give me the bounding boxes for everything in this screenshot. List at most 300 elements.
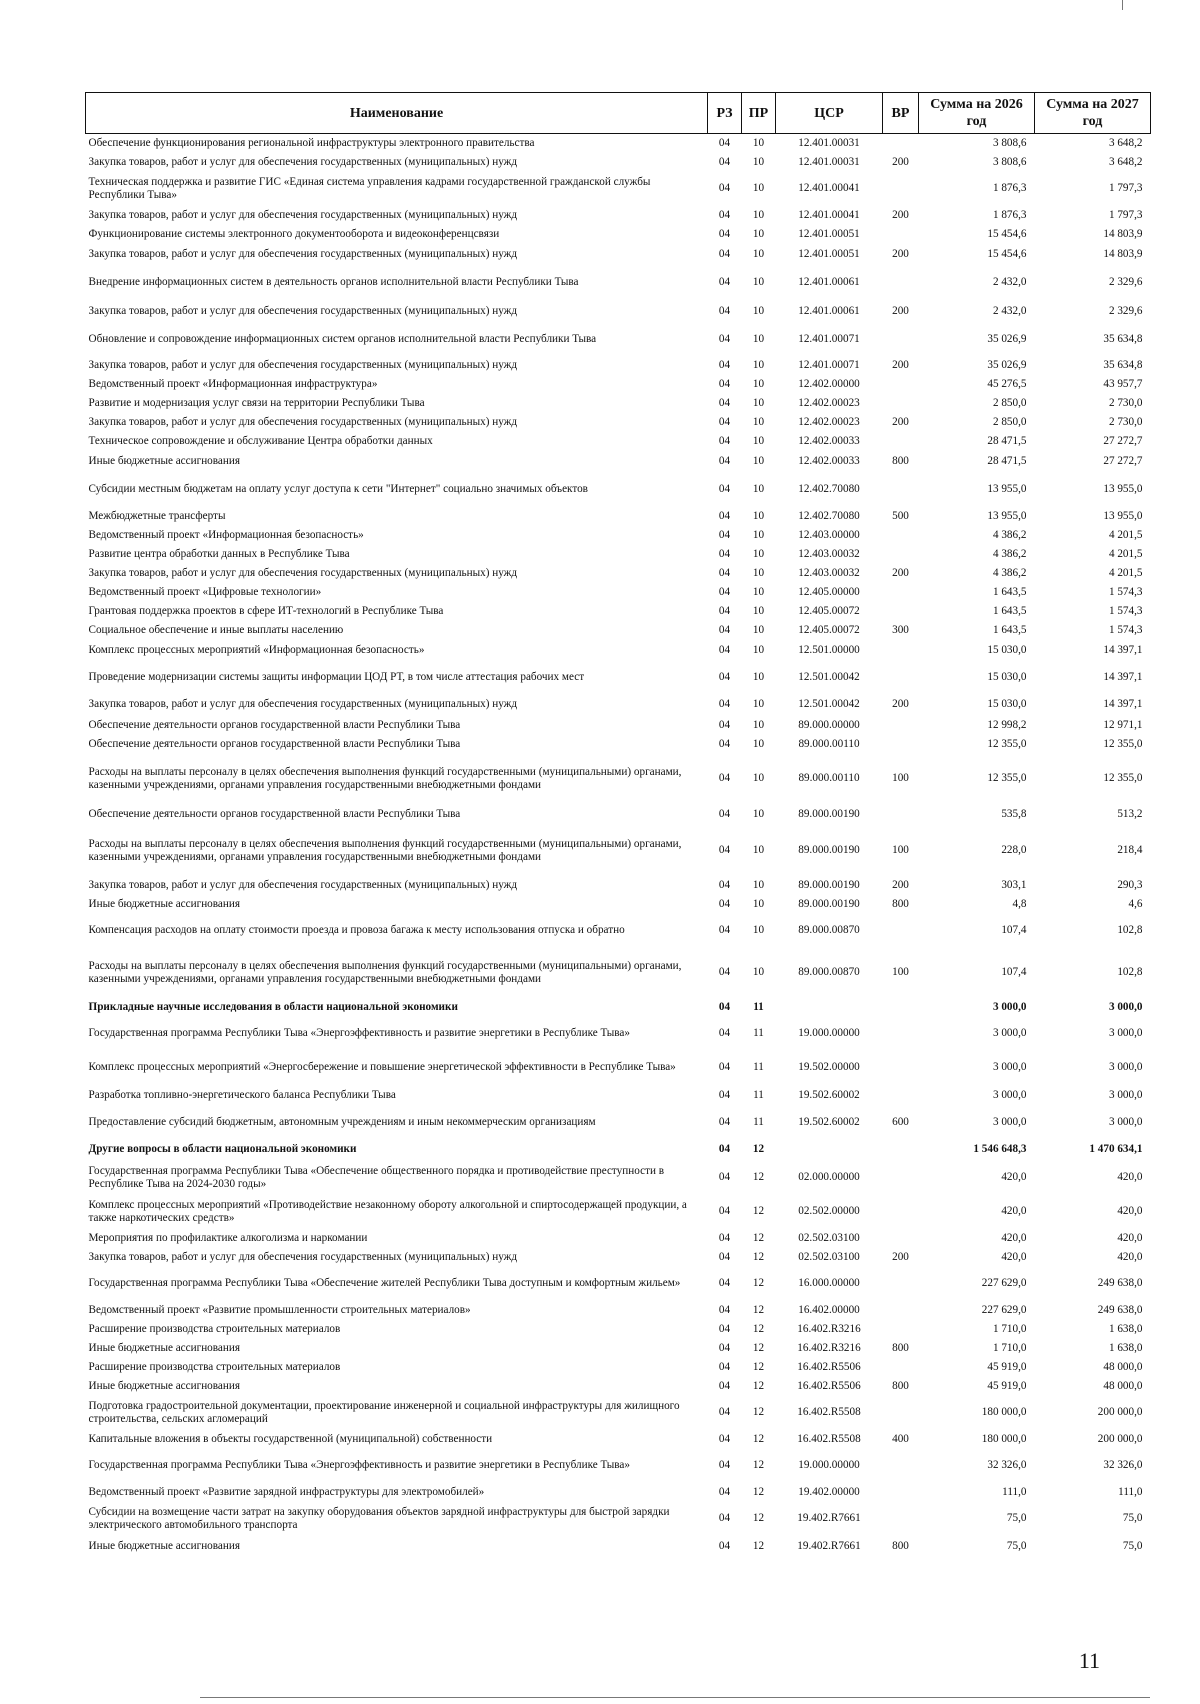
cell-sum-2026: 13 955,0 [987,483,1027,495]
table-row [86,1139,1151,1161]
cell-name: Мероприятия по профилактике алкоголизма и наркомании [88,1231,368,1244]
cell-name: Другие вопросы в области национальной экономики [88,1143,357,1155]
cell-sum-2026: 32 326,0 [987,1459,1027,1471]
cell-sum-2027: 75,0 [1122,1512,1143,1524]
cell-pr: 10 [752,924,765,936]
cell-name: Закупка товаров, работ и услуг для обеспечения государственных (муниципальных) нужд [88,878,518,891]
table-header [86,93,1151,134]
cell-rz: 04 [718,644,731,656]
cell-rz: 04 [718,924,731,936]
cell-sum-2027: 1 797,3 [1108,208,1143,221]
table-row [86,621,1151,640]
cell-csr: 16.402.R5506 [797,1360,861,1373]
table-row [86,244,1151,266]
cell-rz: 04 [718,528,731,541]
table-row [86,300,1151,324]
cell-sum-2027: 43 957,7 [1103,377,1143,390]
cell-rz: 04 [718,1341,731,1354]
cell-name: Функционирование системы электронного документооборота и видеоконференцсвязи [88,227,500,240]
cell-pr: 12 [752,1485,765,1498]
cell-name: Проведение модернизации системы защиты информации ЦОД РТ, в том числе аттестация рабочих мест [88,671,585,683]
cell-rz: 04 [718,1205,731,1217]
cell-pr: 10 [752,604,765,617]
cell-name: Государственная программа Республики Тыва «Энергоэффективность и развитие энергетики в Республике Тыва» [88,1027,630,1039]
cell-rz: 04 [718,772,731,784]
table-row [86,1017,1151,1051]
cell-sum-2027: 14 397,1 [1103,644,1143,656]
cell-vr [883,526,919,545]
cell-sum-2027: 13 955,0 [1103,483,1143,495]
cell-name: Развитие и модернизация услуг связи на территории Республики Тыва [88,396,425,409]
cell-vr [883,583,919,602]
cell-rz: 04 [718,434,731,447]
table-row [86,375,1151,394]
cell-vr: 100 [892,772,909,784]
cell-name: Компенсация расходов на оплату стоимости проезда и провоза багажа к месту использования отпуска и обратно [88,924,625,936]
table-row [86,564,1151,583]
cell-sum-2026: 107,4 [1001,966,1027,978]
cell-csr: 12.403.00032 [798,566,860,579]
cell-vr [883,1161,919,1195]
table-row [86,1248,1151,1267]
cell-sum-2026: 420,0 [1001,1171,1027,1183]
cell-sum-2027: 35 634,8 [1103,358,1143,371]
cell-vr: 400 [892,1432,909,1445]
cell-sum-2026: 111,0 [1002,1485,1027,1498]
cell-vr [883,1483,919,1502]
cell-vr: 300 [892,623,909,636]
cell-name: Межбюджетные трансферты [88,509,226,522]
cell-pr: 12 [752,1341,765,1354]
cell-pr: 10 [752,718,765,731]
cell-rz: 04 [718,1061,731,1073]
cell-sum-2026: 12 355,0 [987,772,1027,784]
table-row [86,394,1151,413]
cell-pr: 10 [752,671,765,683]
cell-csr: 12.401.00031 [798,155,860,168]
cell-sum-2026: 3 000,0 [992,1027,1027,1039]
cell-name: Закупка товаров, работ и услуг для обеспечения государственных (муниципальных) нужд [88,1250,518,1263]
cell-csr: 12.401.00061 [798,276,860,288]
header-sum-2027: Сумма на 2027 год [1035,93,1151,134]
cell-sum-2027: 1 638,0 [1108,1341,1143,1354]
cell-sum-2026: 535,8 [1001,808,1027,820]
cell-sum-2026: 35 026,9 [987,358,1027,371]
cell-sum-2026: 15 030,0 [987,644,1027,656]
cell-sum-2026: 4 386,2 [992,528,1027,541]
table-row [86,507,1151,526]
cell-vr: 800 [892,897,909,910]
cell-rz: 04 [718,136,731,149]
cell-vr [883,1085,919,1107]
cell-csr: 12.401.00061 [798,305,860,317]
cell-name: Субсидии местным бюджетам на оплату услуг доступа к сети "Интернет" социально значимых объектов [88,483,588,495]
cell-sum-2026: 12 355,0 [987,737,1027,750]
cell-csr: 12.401.00051 [798,248,860,260]
cell-name: Иные бюджетные ассигнования [88,1341,240,1354]
cell-csr: 16.402.R3216 [797,1341,861,1354]
cell-sum-2027: 420,0 [1117,1171,1143,1183]
cell-vr: 100 [892,966,909,978]
cell-pr: 10 [752,434,765,447]
cell-sum-2027: 200 000,0 [1097,1406,1143,1418]
cell-pr: 12 [752,1459,765,1471]
cell-sum-2026: 12 998,2 [987,718,1027,731]
cell-vr [883,1195,919,1229]
cell-sum-2027: 2 329,6 [1108,276,1143,288]
cell-sum-2027: 14 397,1 [1103,698,1143,710]
cell-sum-2027: 27 272,7 [1103,434,1143,447]
cell-name: Обеспечение функционирования региональной инфраструктуры электронного правительства [88,136,535,149]
cell-pr: 10 [752,772,765,784]
cell-vr: 200 [892,415,909,428]
header-vr: ВР [883,93,919,134]
cell-pr: 10 [752,585,765,598]
cell-csr: 89.000.00190 [798,844,860,856]
cell-sum-2026: 4 386,2 [992,547,1027,560]
cell-sum-2026: 75,0 [1006,1540,1027,1552]
cell-vr [883,716,919,735]
cell-rz: 04 [718,808,731,820]
cell-rz: 04 [718,396,731,409]
table-row [86,153,1151,172]
page-number: 11 [1078,1648,1100,1673]
cell-vr [883,1139,919,1161]
cell-rz: 04 [718,483,731,495]
cell-pr: 12 [752,1231,765,1244]
cell-sum-2027: 513,2 [1117,808,1143,820]
cell-sum-2027: 14 397,1 [1103,671,1143,683]
cell-csr: 02.502.00000 [798,1205,860,1217]
cell-sum-2026: 303,1 [1001,878,1027,891]
cell-vr: 800 [892,1341,909,1354]
cell-name: Ведомственный проект «Развитие промышленности строительных материалов» [88,1303,471,1316]
cell-csr: 12.403.00032 [798,547,860,560]
cell-sum-2026: 228,0 [1001,844,1027,856]
cell-rz: 04 [718,1432,731,1445]
cell-rz: 04 [718,1303,731,1316]
table-row [86,526,1151,545]
cell-sum-2027: 3 000,0 [1108,1000,1143,1013]
table-row [86,206,1151,225]
cell-sum-2027: 4 201,5 [1108,528,1143,541]
cell-vr: 200 [892,698,909,710]
cell-vr [883,266,919,300]
table-row [86,1502,1151,1536]
cell-pr: 10 [752,897,765,910]
cell-csr: 19.402.R7661 [797,1540,861,1552]
cell-sum-2027: 4,6 [1128,897,1143,910]
header-name: Наименование [86,93,708,134]
cell-pr: 10 [752,182,765,194]
cell-sum-2026: 3 808,6 [992,136,1027,149]
table-row [86,1339,1151,1358]
cell-name: Расширение производства строительных материалов [88,1360,341,1373]
cell-pr: 12 [752,1277,765,1289]
table-row [86,1107,1151,1139]
cell-rz: 04 [718,305,731,317]
cell-sum-2026: 3 000,0 [992,1061,1027,1073]
cell-csr: 12.501.00042 [798,698,860,710]
table-row [86,356,1151,375]
cell-sum-2027: 1 470 634,1 [1089,1143,1143,1155]
cell-sum-2027: 4 201,5 [1108,566,1143,579]
cell-sum-2027: 102,8 [1117,924,1143,936]
cell-name: Закупка товаров, работ и услуг для обеспечения государственных (муниципальных) нужд [88,566,518,579]
table-row [86,1051,1151,1085]
table-row [86,324,1151,356]
cell-pr: 10 [752,528,765,541]
table-row [86,451,1151,473]
cell-name: Ведомственный проект «Информационная инфраструктура» [88,377,378,390]
table-row [86,1396,1151,1430]
cell-name: Ведомственный проект «Информационная безопасность» [88,528,364,541]
cell-vr: 800 [892,1379,909,1392]
cell-name: Закупка товаров, работ и услуг для обеспечения государственных (муниципальных) нужд [88,305,518,317]
cell-vr [883,602,919,621]
cell-csr: 89.000.00000 [798,718,860,731]
cell-sum-2026: 180 000,0 [981,1432,1027,1445]
cell-sum-2026: 1 876,3 [992,182,1027,194]
cell-pr: 10 [752,333,765,345]
table-row [86,1449,1151,1483]
cell-name: Комплекс процессных мероприятий «Энергосбережение и повышение энергетической эффективности в Республике Тыва» [88,1061,676,1073]
cell-csr: 12.405.00072 [798,604,860,617]
cell-csr: 19.402.00000 [798,1485,860,1498]
table-row [86,914,1151,948]
cell-sum-2026: 2 432,0 [992,276,1027,288]
cell-rz: 04 [718,455,731,467]
cell-vr: 200 [892,566,909,579]
table-row [86,1320,1151,1339]
cell-rz: 04 [718,1322,731,1335]
cell-csr: 12.403.00000 [798,528,860,541]
cell-csr: 12.405.00072 [798,623,860,636]
cell-sum-2027: 1 574,3 [1108,623,1143,636]
cell-sum-2027: 420,0 [1117,1231,1143,1244]
cell-csr: 12.401.00071 [798,333,860,345]
cell-name: Иные бюджетные ассигнования [88,455,240,467]
cell-sum-2027: 4 201,5 [1108,547,1143,560]
cell-name: Расширение производства строительных материалов [88,1322,341,1335]
cell-pr: 10 [752,358,765,371]
cell-sum-2027: 249 638,0 [1097,1303,1143,1316]
cell-sum-2026: 15 030,0 [987,698,1027,710]
cell-name: Закупка товаров, работ и услуг для обеспечения государственных (муниципальных) нужд [88,208,518,221]
cell-name: Субсидии на возмещение части затрат на закупку оборудования объектов зарядной инфраструктуры для быстрой зарядки электрического автомобильного транспорта [88,1505,670,1531]
cell-pr: 10 [752,396,765,409]
cell-vr: 200 [892,1250,909,1263]
cell-name: Обеспечение деятельности органов государственной власти Республики Тыва [88,737,461,750]
cell-csr: 89.000.00190 [798,808,860,820]
cell-rz: 04 [718,844,731,856]
cell-name: Закупка товаров, работ и услуг для обеспечения государственных (муниципальных) нужд [88,415,518,428]
cell-sum-2026: 3 000,0 [992,1000,1027,1013]
table-row [86,1483,1151,1502]
cell-csr: 02.502.03100 [798,1250,860,1263]
cell-vr: 200 [892,155,909,168]
cell-sum-2027: 111,0 [1118,1485,1143,1498]
cell-pr: 11 [753,1089,764,1101]
table-row [86,134,1151,153]
cell-name: Техническое сопровождение и обслуживание Центра обработки данных [88,434,433,447]
cell-name: Иные бюджетные ассигнования [88,897,240,910]
cell-vr: 200 [892,358,909,371]
cell-rz: 04 [718,623,731,636]
cell-rz: 04 [718,155,731,168]
cell-sum-2027: 13 955,0 [1103,509,1143,522]
cell-csr [776,1139,883,1161]
cell-sum-2027: 420,0 [1117,1250,1143,1263]
table-row [86,545,1151,564]
cell-rz: 04 [718,1000,731,1013]
cell-name: Государственная программа Республики Тыва «Обеспечение жителей Республики Тыва доступным и комфортным жильем» [88,1277,681,1289]
table-row [86,1536,1151,1558]
cell-pr: 12 [752,1205,765,1217]
cell-pr: 12 [752,1406,765,1418]
cell-name: Прикладные научные исследования в области национальной экономики [88,1000,458,1013]
cell-name: Закупка товаров, работ и услуг для обеспечения государственных (муниципальных) нужд [88,248,518,260]
top-edge-mark [1122,0,1123,10]
header-csr: ЦСР [776,93,883,134]
cell-sum-2027: 290,3 [1117,878,1143,891]
cell-csr: 19.000.00000 [798,1027,860,1039]
cell-pr: 10 [752,377,765,390]
cell-pr: 12 [752,1432,765,1445]
cell-rz: 04 [718,333,731,345]
cell-sum-2026: 2 432,0 [992,305,1027,317]
cell-name: Подготовка градостроительной документации, проектирование инженерной и социальной инфраструктуры для жилищного строительства, сельских агломераций [88,1399,680,1425]
footer-divider [200,1697,1150,1698]
table-row [86,1430,1151,1449]
cell-rz: 04 [718,1540,731,1552]
cell-name: Государственная программа Республики Тыва «Обеспечение общественного порядка и противодействие преступности в Республике Тыва на 2024-2030 годы» [88,1164,665,1190]
cell-sum-2026: 227 629,0 [981,1277,1027,1289]
cell-pr: 10 [752,415,765,428]
cell-sum-2027: 3 000,0 [1108,1061,1143,1073]
cell-csr: 12.402.00000 [798,377,860,390]
cell-pr: 10 [752,155,765,168]
cell-sum-2027: 12 971,1 [1103,718,1143,731]
cell-rz: 04 [718,208,731,221]
cell-csr: 19.502.00000 [798,1061,860,1073]
cell-rz: 04 [718,966,731,978]
cell-vr [883,1449,919,1483]
cell-pr: 10 [752,966,765,978]
cell-sum-2027: 12 355,0 [1103,772,1143,784]
cell-pr: 10 [752,808,765,820]
header-sum-2026: Сумма на 2026 год [919,93,1035,134]
cell-csr: 12.501.00000 [798,644,860,656]
cell-rz: 04 [718,1231,731,1244]
cell-sum-2026: 1 710,0 [992,1341,1027,1354]
cell-name: Обеспечение деятельности органов государственной власти Республики Тыва [88,808,461,820]
cell-vr [883,640,919,662]
table-row [86,1161,1151,1195]
cell-pr: 12 [752,1379,765,1392]
cell-vr [883,473,919,507]
cell-name: Развитие центра обработки данных в Республике Тыва [88,547,350,560]
cell-sum-2026: 13 955,0 [987,509,1027,522]
header-rz: РЗ [708,93,742,134]
cell-pr: 12 [752,1512,765,1524]
table-row [86,876,1151,895]
cell-csr: 02.000.00000 [798,1171,860,1183]
cell-name: Социальное обеспечение и иные выплаты населению [88,623,344,636]
cell-pr: 10 [752,698,765,710]
cell-vr [883,1229,919,1248]
cell-pr: 10 [752,227,765,240]
cell-sum-2026: 15 030,0 [987,671,1027,683]
cell-csr [776,998,883,1017]
cell-sum-2026: 4 386,2 [992,566,1027,579]
cell-sum-2027: 32 326,0 [1103,1459,1143,1471]
table-row [86,432,1151,451]
cell-name: Внедрение информационных систем в деятельность органов исполнительной власти Республики Тыва [88,276,579,288]
cell-pr: 12 [752,1143,765,1155]
cell-sum-2026: 45 276,5 [987,377,1027,390]
cell-pr: 12 [752,1360,765,1373]
cell-sum-2027: 3 000,0 [1108,1089,1143,1101]
cell-pr: 10 [752,644,765,656]
cell-name: Разработка топливно-энергетического баланса Республики Тыва [88,1089,396,1101]
cell-sum-2026: 227 629,0 [981,1303,1027,1316]
cell-csr: 89.000.00110 [798,737,860,750]
cell-vr: 200 [892,248,909,260]
cell-pr: 10 [752,276,765,288]
cell-csr: 89.000.00870 [798,924,860,936]
cell-sum-2027: 1 574,3 [1108,585,1143,598]
cell-name: Комплекс процессных мероприятий «Противодействие незаконному обороту алкогольной и спиртосодержащей продукции, а также наркотических средств» [88,1198,687,1224]
cell-rz: 04 [718,737,731,750]
cell-name: Капитальные вложения в объекты государственной (муниципальной) собственности [88,1432,493,1445]
cell-csr: 89.000.00110 [798,772,860,784]
cell-csr: 19.000.00000 [798,1459,860,1471]
table-body [86,134,1151,1558]
table-row [86,804,1151,826]
cell-sum-2026: 1 643,5 [992,585,1027,598]
cell-name: Закупка товаров, работ и услуг для обеспечения государственных (муниципальных) нужд [88,155,518,168]
cell-vr [883,225,919,244]
cell-vr [883,735,919,754]
cell-sum-2026: 420,0 [1001,1205,1027,1217]
table-row [86,1195,1151,1229]
cell-sum-2027: 48 000,0 [1103,1379,1143,1392]
cell-rz: 04 [718,1406,731,1418]
cell-sum-2027: 14 803,9 [1103,248,1143,260]
cell-csr: 02.502.03100 [798,1231,860,1244]
cell-rz: 04 [718,358,731,371]
cell-csr: 12.401.00051 [798,227,860,240]
cell-vr [883,1320,919,1339]
cell-sum-2026: 1 546 648,3 [973,1143,1027,1155]
cell-name: Предоставление субсидий бюджетным, автономным учреждениям и иным некоммерческим организациям [88,1116,596,1128]
cell-sum-2027: 3 648,2 [1108,155,1143,168]
cell-rz: 04 [718,1512,731,1524]
cell-name: Грантовая поддержка проектов в сфере ИТ-технологий в Республике Тыва [88,604,444,617]
table-row [86,826,1151,876]
cell-sum-2026: 3 808,6 [992,155,1027,168]
cell-pr: 10 [752,208,765,221]
cell-rz: 04 [718,182,731,194]
cell-sum-2026: 2 850,0 [992,396,1027,409]
cell-sum-2027: 48 000,0 [1103,1360,1143,1373]
cell-rz: 04 [718,1250,731,1263]
cell-rz: 04 [718,248,731,260]
cell-sum-2027: 1 574,3 [1108,604,1143,617]
cell-sum-2026: 3 000,0 [992,1116,1027,1128]
cell-rz: 04 [718,585,731,598]
